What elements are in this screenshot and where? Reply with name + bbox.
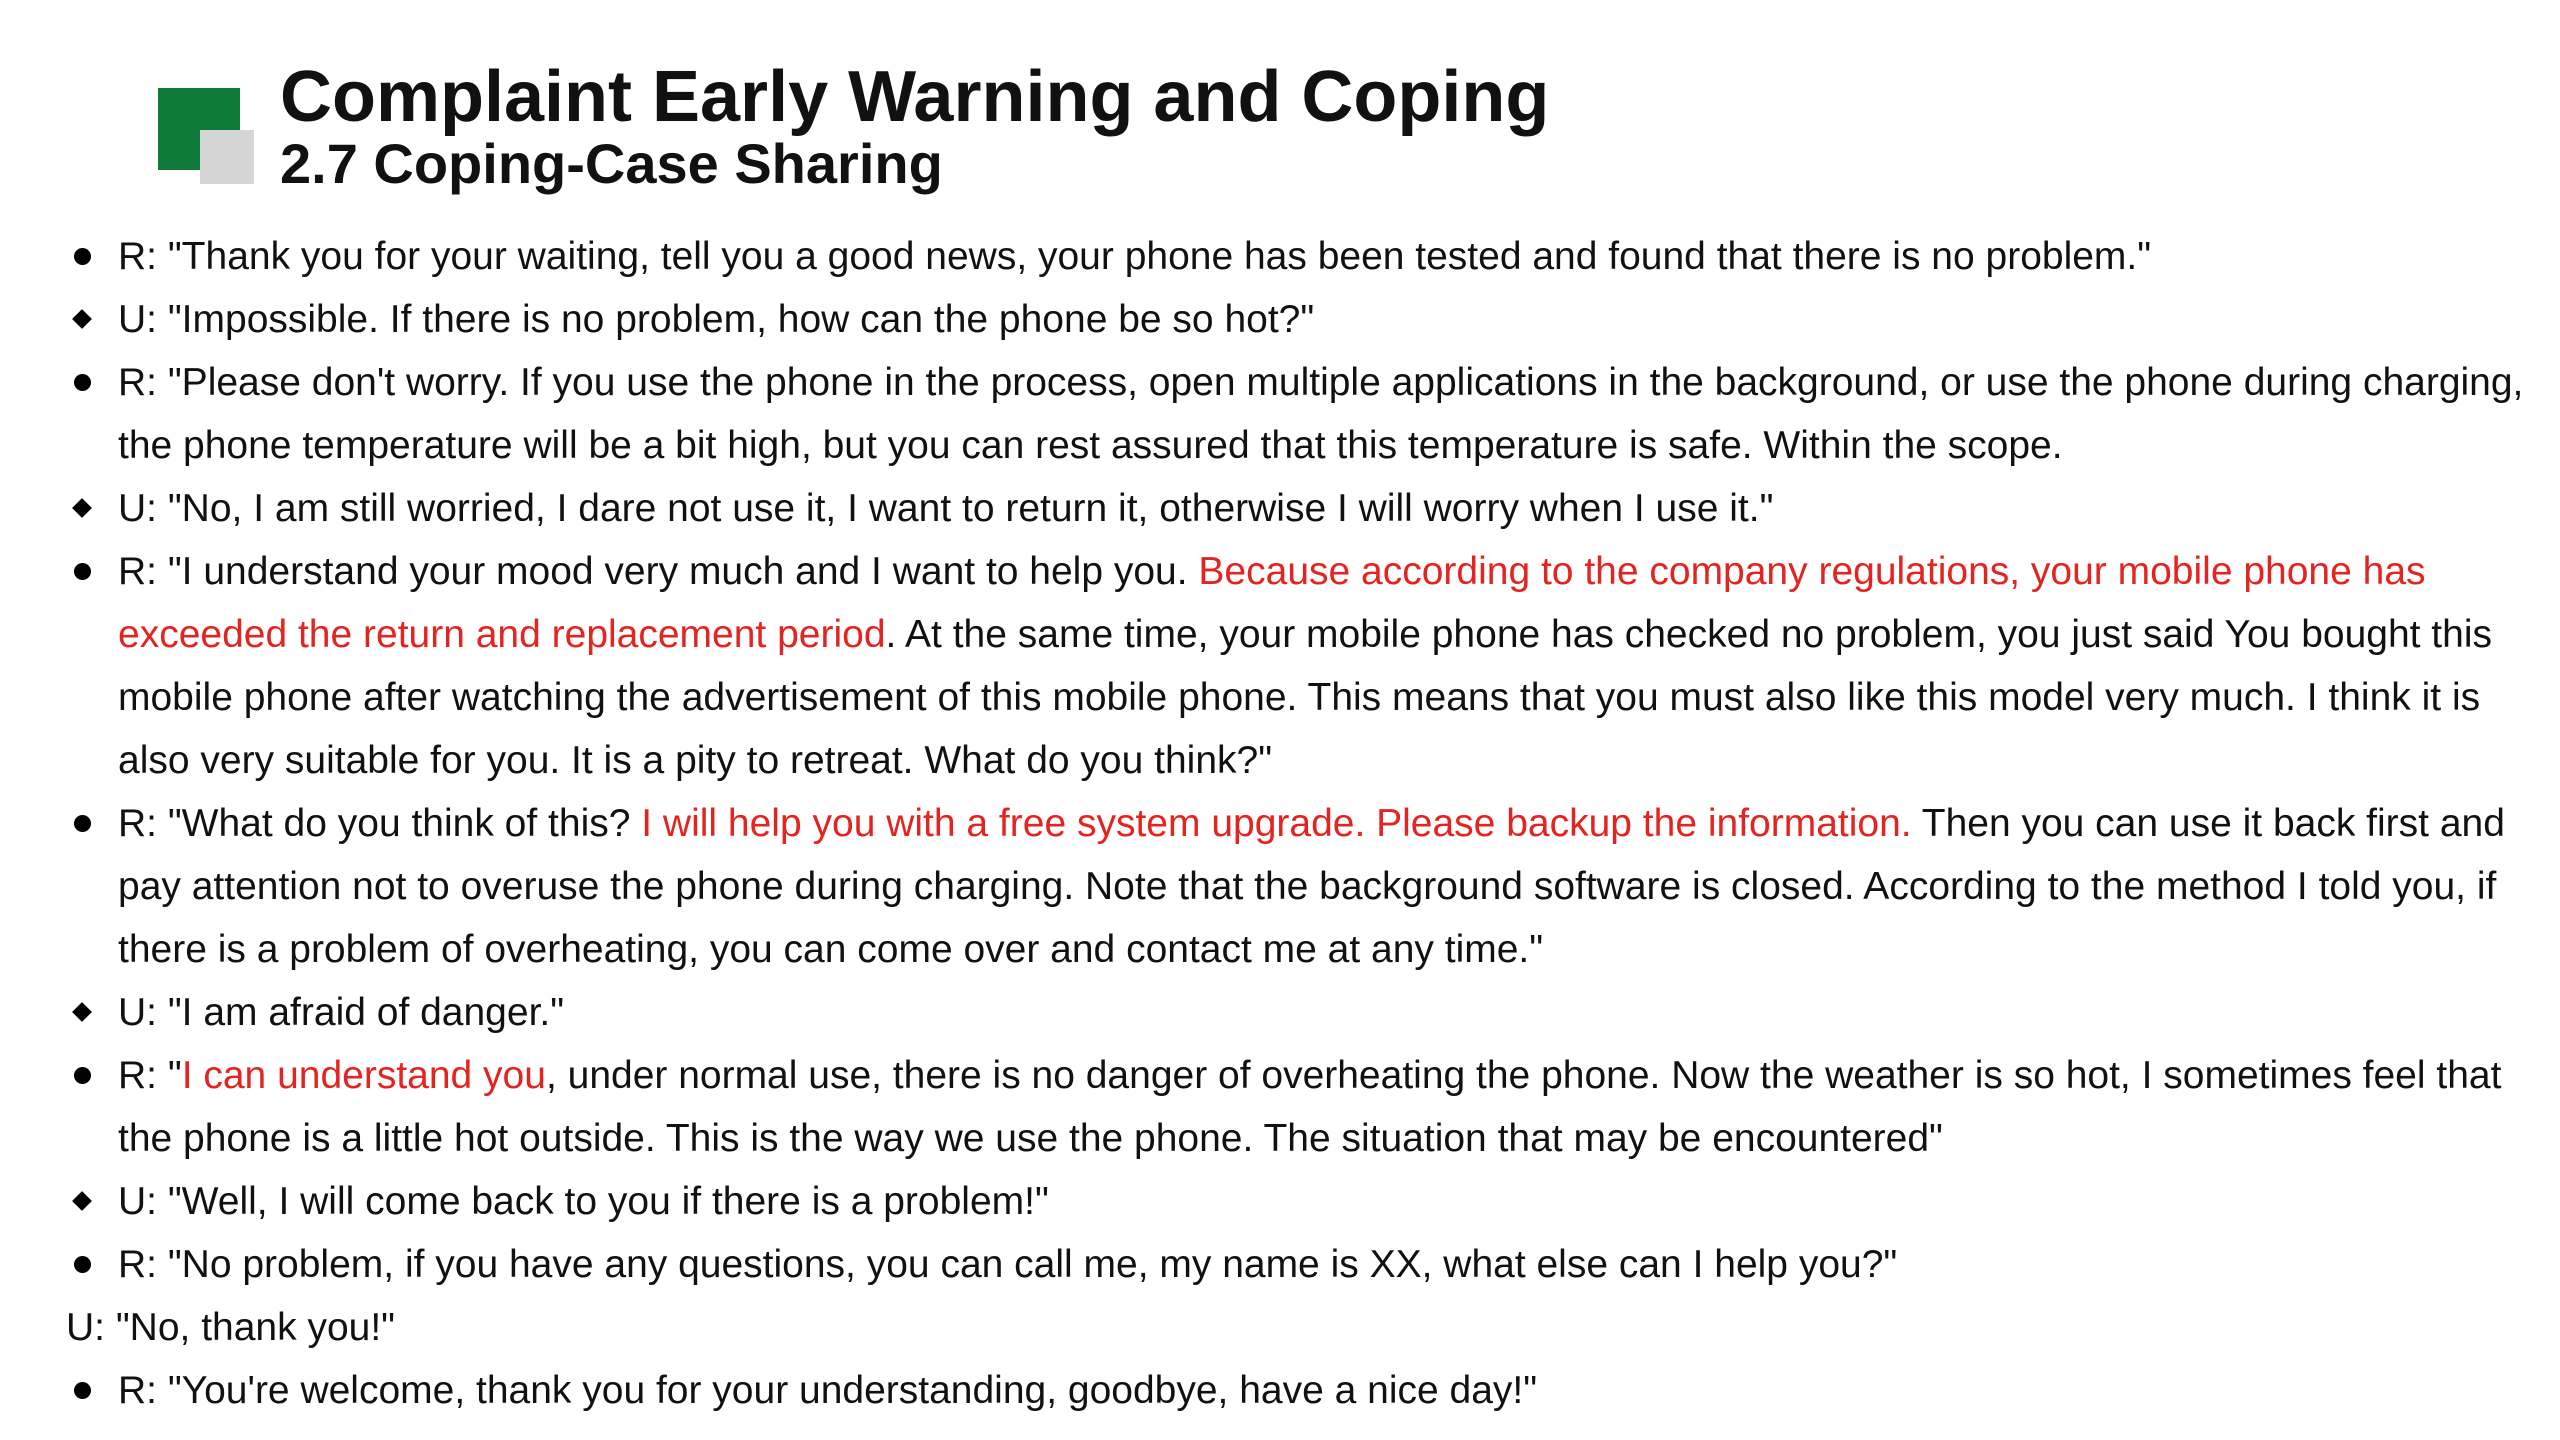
dialogue-line bbox=[66, 1044, 2546, 1170]
bullet-diamond-icon bbox=[68, 288, 98, 351]
page-subtitle: 2.7 Coping-Case Sharing bbox=[280, 132, 943, 195]
dialogue-text: R: "No problem, if you have any questions, you can call me, my name is XX, what else can I help you?" bbox=[118, 1243, 1898, 1286]
highlighted-text: I will help you with a free system upgrade. Please backup the information. bbox=[641, 802, 1912, 845]
dialogue-text: R: "Please don't worry. If you use the phone in the process, open multiple applications in the background, or use the phone during charging, the phone temperature will be a bit high, but you can rest assured that this temperature is safe. Within the scope. bbox=[118, 361, 2524, 467]
dialogue-line bbox=[66, 981, 2546, 1044]
dialogue-list bbox=[66, 225, 2546, 1422]
logo bbox=[158, 88, 254, 184]
dialogue-text: U: "I am afraid of danger." bbox=[118, 991, 565, 1034]
dialogue-line bbox=[66, 225, 2546, 288]
bullet-diamond-icon bbox=[68, 477, 98, 540]
dialogue-text: R: "You're welcome, thank you for your understanding, goodbye, have a nice day!" bbox=[118, 1369, 1538, 1412]
dialogue-text: U: "Impossible. If there is no problem, how can the phone be so hot?" bbox=[118, 298, 1315, 341]
dialogue-line bbox=[66, 477, 2546, 540]
bullet-dot-icon bbox=[68, 351, 98, 414]
dialogue-text-before: R: "I understand your mood very much and I want to help you. bbox=[118, 550, 1199, 593]
dialogue-text: U: "Well, I will come back to you if there is a problem!" bbox=[118, 1180, 1049, 1223]
dialogue-line bbox=[66, 1359, 2546, 1422]
dialogue-text: R: "Thank you for your waiting, tell you a good news, your phone has been tested and found that there is no problem." bbox=[118, 235, 2152, 278]
dialogue-line bbox=[66, 1296, 2546, 1359]
dialogue-text-after: Then you can use it back first and pay attention not to overuse the phone during charging. Note that the background software is closed. According to the method I told you, if there is a problem of overheating, you can come over and contact me at any time." bbox=[118, 802, 2505, 971]
dialogue-text: U: "No, thank you!" bbox=[66, 1306, 396, 1349]
logo-grey-square bbox=[200, 130, 254, 184]
bullet-dot-icon bbox=[68, 540, 98, 603]
page-title: Complaint Early Warning and Coping bbox=[280, 57, 1550, 137]
highlighted-text: I can understand you bbox=[181, 1054, 546, 1097]
bullet-dot-icon bbox=[68, 792, 98, 855]
bullet-dot-icon bbox=[68, 225, 98, 288]
bullet-dot-icon bbox=[68, 1044, 98, 1107]
bullet-dot-icon bbox=[68, 1359, 98, 1422]
dialogue-text-before: R: " bbox=[118, 1054, 182, 1097]
dialogue-line bbox=[66, 1233, 2546, 1296]
bullet-diamond-icon bbox=[68, 981, 98, 1044]
dialogue-line bbox=[66, 792, 2546, 981]
dialogue-line bbox=[66, 288, 2546, 351]
dialogue-text-after: , under normal use, there is no danger of overheating the phone. Now the weather is so hot, I sometimes feel that the phone is a little hot outside. This is the way we use the phone. The situation that may be encountered" bbox=[118, 1054, 2502, 1160]
dialogue-line bbox=[66, 1170, 2546, 1233]
bullet-dot-icon bbox=[68, 1233, 98, 1296]
dialogue-text-after: . At the same time, your mobile phone has checked no problem, you just said You bought this mobile phone after watching the advertisement of this mobile phone. This means that you must also like this model very much. I think it is also very suitable for you. It is a pity to retreat. What do you think?" bbox=[118, 613, 2492, 782]
dialogue-text-before: R: "What do you think of this? bbox=[118, 802, 642, 845]
dialogue-text: U: "No, I am still worried, I dare not use it, I want to return it, otherwise I will worry when I use it." bbox=[118, 487, 1774, 530]
bullet-diamond-icon bbox=[68, 1170, 98, 1233]
highlighted-text: Because according to the company regulations, your mobile phone has exceeded the return and replacement period bbox=[118, 550, 2426, 656]
dialogue-line bbox=[66, 351, 2546, 477]
dialogue-line bbox=[66, 540, 2546, 792]
